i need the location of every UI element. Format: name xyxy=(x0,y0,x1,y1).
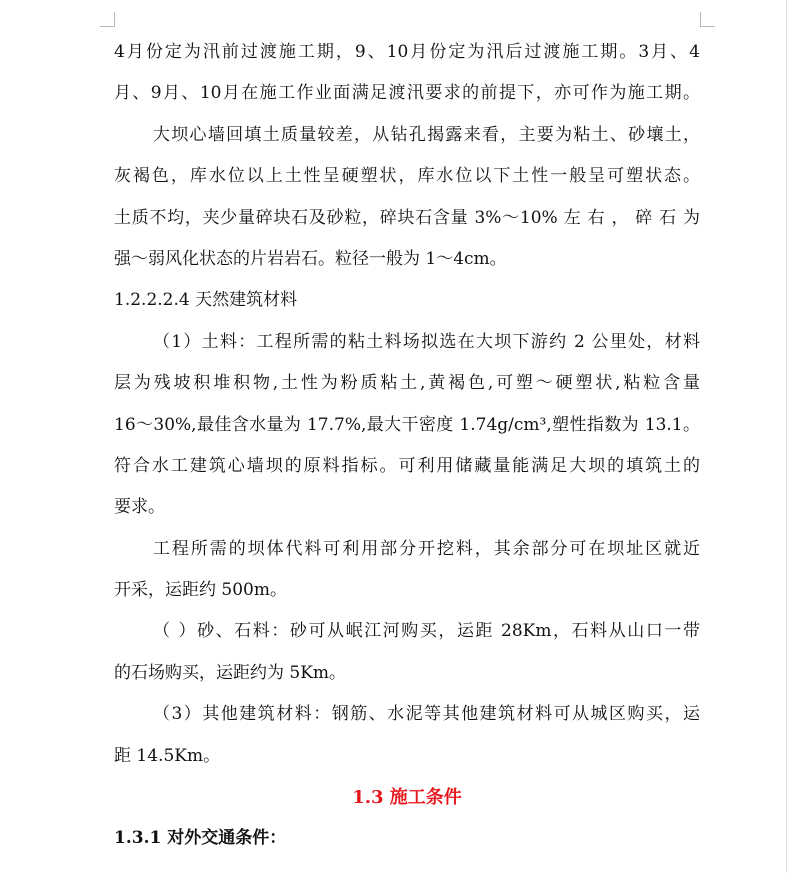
document-body xyxy=(114,32,700,860)
body-line: 开采，运距约 500m。 xyxy=(114,580,287,601)
body-line: （ ）砂、石料：砂可从岷江河购买，运距 28Km，石料从山口一带 xyxy=(153,621,700,642)
body-line: 工程所需的坝体代料可利用部分开挖料，其余部分可在坝址区就近 xyxy=(153,538,700,559)
body-line: 土质不均，夹少量碎块石及砂粒，碎块石含量 3%～10% 左 右 ， 碎 石 为 xyxy=(114,207,700,228)
page-edge-line xyxy=(786,0,787,873)
body-line: 距 14.5Km。 xyxy=(114,745,221,766)
page-corner-mark-top-left xyxy=(100,12,115,27)
body-line: （3）其他建筑材料：钢筋、水泥等其他建筑材料可从城区购买，运 xyxy=(153,704,700,725)
subsection-heading: 1.3.1 对外交通条件： xyxy=(114,828,287,849)
body-line: 16～30%,最佳含水量为 17.7%,最大干密度 1.74g/cm³,塑性指数为 13.1。 xyxy=(114,414,700,435)
body-line: 灰褐色，库水位以上土性呈硬塑状，库水位以下土性一般呈可塑状态。 xyxy=(114,166,700,187)
body-line: 月、9月、10月在施工作业面满足渡汛要求的前提下，亦可作为施工期。 xyxy=(114,83,700,104)
body-line: （1）土料：工程所需的粘土料场拟选在大坝下游约 2 公里处，材料 xyxy=(153,331,700,352)
body-line: 层为残坡积堆积物,土性为粉质粘土,黄褐色,可塑～硬塑状,粘粒含量 xyxy=(114,373,700,394)
body-line: 强～弱风化状态的片岩岩石。粒径一般为 1～4cm。 xyxy=(114,248,507,269)
body-line: 大坝心墙回填土质量较差，从钻孔揭露来看，主要为粘土、砂壤土， xyxy=(153,124,700,145)
body-line: 符合水工建筑心墙坝的原料指标。可利用储藏量能满足大坝的填筑土的 xyxy=(114,455,700,476)
chapter-heading: 1.3 施工条件 xyxy=(352,787,462,809)
body-line: 4月份定为汛前过渡施工期，9、10月份定为汛后过渡施工期。3月、4 xyxy=(114,42,700,62)
body-line: 要求。 xyxy=(114,497,165,518)
body-line: 的石场购买，运距约为 5Km。 xyxy=(114,662,347,683)
section-heading: 1.2.2.2.4 天然建筑材料 xyxy=(114,290,298,311)
page-corner-mark-top-right xyxy=(700,12,715,27)
